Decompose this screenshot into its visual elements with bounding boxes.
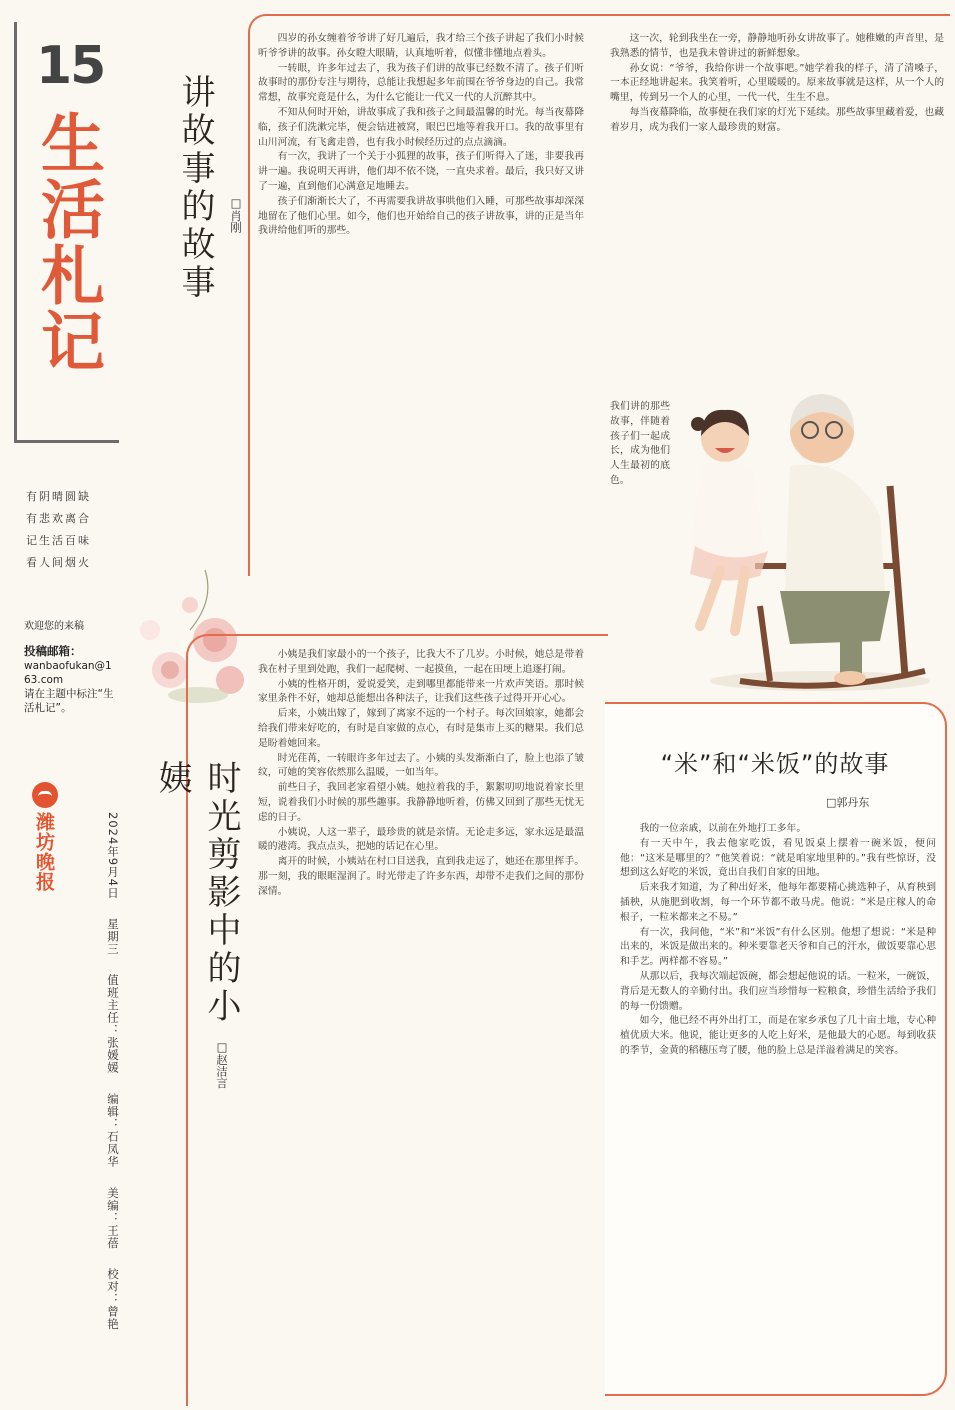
paragraph: 小姨的性格开朗，爱说爱笑，走到哪里都能带来一片欢声笑语。那时候家里条件不好，她却总能想出各种法子，让我们这些孩子过得开开心心。: [258, 678, 584, 705]
paragraph: 离开的时候，小姨站在村口目送我，直到我走远了，她还在那里挥手。那一刻，我的眼眶湿润了。时光带走了许多东西，却带不走我们之间的那份深情。: [258, 856, 584, 897]
article-title: 讲故事的故事: [175, 74, 215, 302]
paragraph: 有一天中午，我去他家吃饭，看见饭桌上摆着一碗米饭，便问他：“这米是哪里的？”他笑着说：“就是咱家地里种的。”我有些惊讶，没想到这么好吃的米饭，竟出自我们自家的田地。: [620, 837, 936, 879]
article-author: □赵洁言: [215, 1040, 229, 1089]
section-motto: [26, 486, 116, 574]
article-body: [258, 648, 584, 1390]
motto-line: 记生活百味: [26, 534, 91, 547]
contribute-box: [24, 620, 118, 715]
paragraph: 小姨是我们家最小的一个孩子，比我大不了几岁。小时候，她总是带着我在村子里到处跑，我们一起爬树、一起摸鱼，一起在田埂上追逐打闹。: [258, 649, 584, 675]
article-title: “米”和“米饭”的故事: [660, 750, 890, 778]
credit-item: 美编：王蓓: [106, 1186, 120, 1250]
article-body: [620, 822, 936, 1386]
paper-logo-icon: [32, 782, 58, 808]
issue-credits: [64, 812, 124, 1372]
paragraph: 四岁的孙女缠着爷爷讲了好几遍后，我才给三个孩子讲起了我们小时候听爷爷讲的故事。孙女瞪大眼睛，认真地听着，似懂非懂地点着头。: [258, 33, 584, 59]
credit-item: 值班主任：张媛媛: [106, 974, 120, 1075]
paragraph: 如今，他已经不再外出打工，而是在家乡承包了几十亩土地，专心种植优质大米。他说，能让更多的人吃上好米，是他最大的心愿。每到收获的季节，金黄的稻穗压弯了腰，他的脸上总是洋溢着满足的笑容。: [620, 1015, 936, 1056]
credit-item: 编辑：石凤华: [106, 1092, 120, 1168]
paragraph: 后来我才知道，为了种出好米，他每年都要精心挑选种子，从育秧到插秧，从施肥到收割，每一个环节都不敢马虎。他说：“米是庄稼人的命根子，一粒米都来之不易。”: [620, 882, 936, 923]
email-address[interactable]: wanbaofukan@163.com: [24, 660, 112, 686]
paragraph: 有一次，我问他，“米”和“米饭”有什么区别。他想了想说：“米是种出来的，米饭是做出来的。种米要靠老天爷和自己的汗水，做饭要靠心思和手艺。两样都不容易。”: [620, 926, 936, 968]
paragraph: 前些日子，我回老家看望小姨。她拉着我的手，絮絮叨叨地说着家长里短，说着我们小时候的那些趣事。我静静地听着，仿佛又回到了那些无忧无虑的日子。: [258, 782, 584, 823]
issue-weekday: 星期三: [106, 918, 120, 956]
issue-date: 2024年9月4日: [106, 812, 120, 900]
paragraph: 后来，小姨出嫁了，嫁到了离家不远的一个村子。每次回娘家，她都会给我们带来好吃的，有时是自家做的点心，有时是集市上买的糖果。我们总是盼着她回来。: [258, 708, 584, 749]
paragraph: 我们讲的那些故事，伴随着孩子们一起成长，成为他们人生最初的底色。: [610, 401, 670, 486]
paragraph: 每当夜幕降临，故事便在我们家的灯光下延续。那些故事里藏着爱，也藏着岁月，成为我们一家人最珍贵的财富。: [610, 106, 944, 133]
contribute-welcome: 欢迎您的来稿: [24, 621, 84, 632]
article-author: □肖刚: [229, 196, 243, 233]
paragraph: 一转眼，许多年过去了，我为孩子们讲的故事已经数不清了。孩子们听故事时的那份专注与期待，总能让我想起多年前围在爷爷身边的自己。我常常想，故事究竟是什么，为什么它能让一代又一代的人沉醉其中。: [258, 62, 584, 104]
article-body: [610, 32, 944, 372]
section-title: 生活札记: [30, 110, 105, 374]
paper-name: 潍坊晚报: [33, 812, 55, 892]
motto-line: 有悲欢离合: [26, 512, 91, 525]
paragraph: 不知从何时开始，讲故事成了我和孩子之间最温馨的时光。每当夜幕降临，孩子们洗漱完毕，便会钻进被窝，眼巴巴地等着我开口。我的故事里有山川河流，有飞禽走兽，也有我小时候经历过的点点滴滴。: [258, 106, 584, 148]
paragraph: 这一次，轮到我坐在一旁，静静地听孙女讲故事了。她稚嫩的声音里，是我熟悉的情节，也是我未曾讲过的新鲜想象。: [610, 33, 944, 59]
page-number: 15: [36, 36, 105, 96]
contribute-note: 请在主题中标注“生活札记”。: [24, 688, 114, 714]
grandpa-child-illustration: [640, 376, 940, 696]
motto-line: 有阴晴圆缺: [26, 490, 91, 503]
article-body: [258, 32, 584, 578]
paragraph: 时光荏苒，一转眼许多年过去了。小姨的头发渐渐白了，脸上也添了皱纹，可她的笑容依然那么温暖，一如当年。: [258, 752, 584, 779]
paragraph: 我的一位亲戚，以前在外地打工多年。: [639, 823, 807, 834]
paragraph: 从那以后，我每次端起饭碗，都会想起他说的话。一粒米，一碗饭，背后是无数人的辛勤付出。我们应当珍惜每一粒粮食，珍惜生活给予我们的每一份馈赠。: [620, 970, 936, 1012]
paragraph: 有一次，我讲了一个关于小狐狸的故事，孩子们听得入了迷，非要我再讲一遍。我说明天再讲，他们却不依不饶，一直央求着。最后，我只好又讲了一遍，直到他们心满意足地睡去。: [258, 151, 584, 192]
credit-item: 校对：曾艳: [106, 1267, 120, 1331]
motto-line: 看人间烟火: [26, 556, 91, 569]
email-label: 投稿邮箱：: [24, 644, 82, 658]
article-author: □郭丹东: [826, 796, 870, 809]
paragraph: 小姨说，人这一辈子，最珍贵的就是亲情。无论走多远，家永远是最温暖的港湾。我点点头，把她的话记在心里。: [258, 826, 584, 853]
paragraph: 孩子们渐渐长大了，不再需要我讲故事哄他们入睡，可那些故事却深深地留在了他们心里。如今，他们也开始给自己的孩子讲故事，讲的正是当年我讲给他们听的那些。: [258, 195, 584, 237]
paragraph: 孙女说：“爷爷，我给你讲一个故事吧。”她学着我的样子，清了清嗓子，一本正经地讲起来。我笑着听，心里暖暖的。原来故事就是这样，从一个人的嘴里，传到另一个人的心里，一代一代，生生不息。: [610, 62, 944, 104]
article-title: 时光剪影中的小姨: [152, 760, 241, 1026]
